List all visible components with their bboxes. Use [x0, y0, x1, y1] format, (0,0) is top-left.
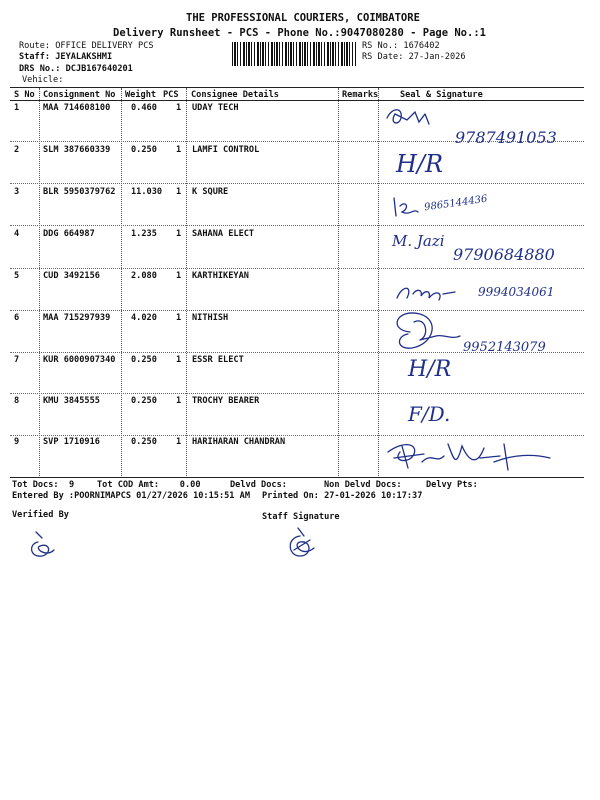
verified-by-label: Verified By — [12, 510, 69, 520]
row-weight: 11.030 — [131, 187, 163, 197]
row-pcs: 1 — [176, 437, 182, 447]
staff-value: JEYALAKSHMI — [55, 52, 113, 62]
row-divider — [10, 393, 584, 394]
row-weight: 0.250 — [131, 396, 157, 406]
header-rule-bottom — [10, 100, 584, 101]
row-consignment-no: SVP 1710916 — [43, 437, 100, 447]
signature-row1 — [385, 104, 445, 128]
route-label: Route: — [19, 41, 51, 51]
company-title: THE PROFESSIONAL COURIERS, COIMBATORE — [186, 12, 420, 24]
row-divider — [10, 268, 584, 269]
col-sno: S No — [14, 90, 35, 100]
non-delvd-docs-label: Non Delvd Docs: — [324, 480, 402, 490]
row-sno: 9 — [14, 437, 20, 447]
tot-cod — [97, 480, 201, 490]
row-sno: 5 — [14, 271, 20, 281]
handwritten-phone-row4: 9790684880 — [453, 245, 555, 264]
handwritten-mark-row7: H/R — [408, 357, 452, 382]
tot-cod-value: 0.00 — [179, 480, 201, 490]
row-divider — [10, 183, 584, 184]
col-weight: Weight — [125, 90, 157, 100]
col-seal-signature: Seal & Signature — [400, 90, 483, 100]
rs-date-label: RS Date: — [362, 52, 404, 62]
row-sno: 7 — [14, 355, 20, 365]
row-consignment-no: MAA 714608100 — [43, 103, 111, 113]
handwritten-mark-row8: F/D. — [408, 402, 451, 426]
signature-row6 — [390, 310, 466, 354]
signature-row9 — [384, 440, 554, 474]
col-pcs: PCS — [163, 90, 179, 100]
row-consignee: LAMFI CONTROL — [192, 145, 260, 155]
row-consignment-no: MAA 715297939 — [43, 313, 111, 323]
drs-value: DCJB167640201 — [65, 64, 133, 74]
row-sno: 3 — [14, 187, 20, 197]
vehicle-label: Vehicle: — [22, 75, 64, 85]
col-consignee: Consignee Details — [191, 90, 279, 100]
row-consignee: KARTHIKEYAN — [192, 271, 249, 281]
runsheet-subtitle: Delivery Runsheet - PCS - Phone No.:9047080280 - Page No.:1 — [113, 27, 486, 39]
tot-docs-label: Tot Docs: — [12, 480, 59, 490]
row-sno: 8 — [14, 396, 20, 406]
staff-label: Staff: — [19, 52, 51, 62]
row-consignment-no: KUR 6000907340 — [43, 355, 116, 365]
rs-no-value: 1676402 — [403, 41, 440, 51]
row-weight: 2.080 — [131, 271, 157, 281]
row-pcs: 1 — [176, 355, 182, 365]
row-consignee: NITHISH — [192, 313, 229, 323]
tot-cod-label: Tot COD Amt: — [97, 480, 160, 490]
row-sno: 6 — [14, 313, 20, 323]
row-divider — [10, 225, 584, 226]
col-divider — [186, 88, 187, 476]
rs-date-line — [362, 52, 466, 62]
handwritten-phone-row3: 9865144436 — [423, 193, 489, 214]
row-consignee: ESSR ELECT — [192, 355, 244, 365]
staff-line — [19, 52, 112, 62]
row-consignee: K SQURE — [192, 187, 229, 197]
header-rule-top — [10, 87, 584, 88]
row-pcs: 1 — [176, 229, 182, 239]
footer-rule — [10, 477, 584, 478]
row-pcs: 1 — [176, 396, 182, 406]
row-consignment-no: BLR 5950379762 — [43, 187, 116, 197]
row-weight: 0.250 — [131, 145, 157, 155]
row-weight: 0.250 — [131, 355, 157, 365]
row-consignment-no: CUD 3492156 — [43, 271, 100, 281]
delvd-docs-label: Delvd Docs: — [230, 480, 287, 490]
handwritten-name-row4: M. Jazi — [392, 232, 445, 250]
row-consignment-no: DDG 664987 — [43, 229, 95, 239]
col-divider — [338, 88, 339, 476]
col-remarks: Remarks — [342, 90, 379, 100]
row-pcs: 1 — [176, 103, 182, 113]
row-weight: 4.020 — [131, 313, 157, 323]
row-consignment-no: SLM 387660339 — [43, 145, 111, 155]
tot-docs — [12, 480, 74, 490]
staff-signature-label: Staff Signature — [262, 512, 340, 522]
handwritten-phone-row1: 9787491053 — [455, 128, 557, 147]
row-pcs: 1 — [176, 271, 182, 281]
entered-by: Entered By :POORNIMAPCS 01/27/2026 10:15:51 AM — [12, 491, 250, 501]
rs-no-line — [362, 41, 440, 51]
row-pcs: 1 — [176, 313, 182, 323]
row-sno: 2 — [14, 145, 20, 155]
delvy-pts-label: Delvy Pts: — [426, 480, 478, 490]
row-pcs: 1 — [176, 145, 182, 155]
row-consignee: UDAY TECH — [192, 103, 239, 113]
row-weight: 1.235 — [131, 229, 157, 239]
barcode-image — [232, 42, 356, 66]
row-weight: 0.250 — [131, 437, 157, 447]
row-divider — [10, 435, 584, 436]
row-divider — [10, 310, 584, 311]
row-sno: 1 — [14, 103, 20, 113]
drs-line — [19, 64, 133, 74]
row-consignee: HARIHARAN CHANDRAN — [192, 437, 286, 447]
route-line — [19, 41, 154, 51]
route-value: OFFICE DELIVERY PCS — [55, 41, 154, 51]
col-divider — [378, 88, 379, 476]
rs-no-label: RS No.: — [362, 41, 399, 51]
row-pcs: 1 — [176, 187, 182, 197]
verified-signature — [28, 528, 58, 564]
col-consignment: Consignment No — [43, 90, 116, 100]
col-divider — [121, 88, 122, 476]
handwritten-phone-row6: 9952143079 — [463, 340, 546, 355]
tot-docs-value: 9 — [68, 480, 75, 490]
row-consignee: SAHANA ELECT — [192, 229, 255, 239]
signature-row3 — [392, 196, 422, 218]
rs-date-value: 27-Jan-2026 — [408, 52, 466, 62]
row-consignee: TROCHY BEARER — [192, 396, 260, 406]
staff-signature — [284, 526, 320, 562]
signature-row5 — [393, 280, 473, 306]
row-sno: 4 — [14, 229, 20, 239]
col-divider — [39, 88, 40, 476]
row-weight: 0.460 — [131, 103, 157, 113]
printed-on: Printed On: 27-01-2026 10:17:37 — [262, 491, 423, 501]
handwritten-mark-row2: H/R — [396, 150, 444, 178]
handwritten-phone-row5: 9994034061 — [478, 285, 555, 299]
row-consignment-no: KMU 3845555 — [43, 396, 100, 406]
drs-label: DRS No.: — [19, 64, 61, 74]
